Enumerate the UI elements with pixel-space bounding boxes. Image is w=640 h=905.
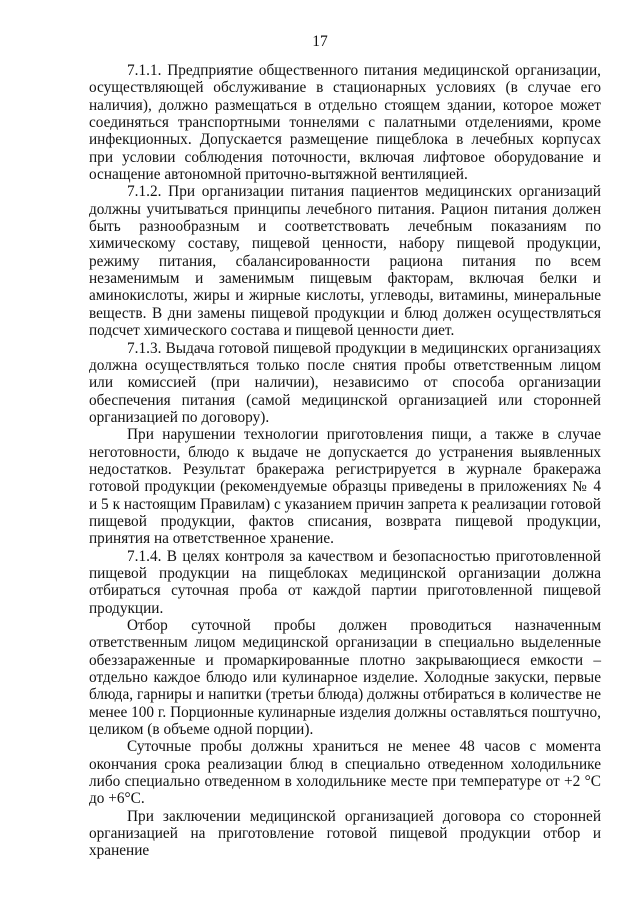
paragraph-7-1-3: 7.1.3. Выдача готовой пищевой продукции в медицинских организациях должна осуществляться только после снятия пробы ответственным лицом или комиссией (при наличии), независимо от способа организации обеспечения питания (самой медицинской организацией или сторонней организацией по договору).: [89, 339, 601, 426]
paragraph-7-1-4: 7.1.4. В целях контроля за качеством и безопасностью приготовленной пищевой продукции на пищеблоках медицинской организации должна отбираться суточная проба от каждой партии приготовленной пищевой продукции.: [89, 547, 601, 617]
page-number: 17: [312, 33, 328, 50]
paragraph-sample-selection: Отбор суточной пробы должен проводиться назначенным ответственным лицом медицинской организации в специально выделенные обеззараженные и промаркированные плотно закрывающиеся емкости – отдельно каждое блюдо или кулинарное изделие. Холодные закуски, первые блюда, гарниры и напитки (третьи блюда) должны отбираться в количестве не менее 100 г. Порционные кулинарные изделия должны оставляться поштучно, целиком (в объеме одной порции).: [89, 617, 601, 739]
paragraph-sample-storage: Суточные пробы должны храниться не менее 48 часов с момента окончания срока реализации блюд в специально отведенном холодильнике либо специально отведенном в холодильнике месте при температуре от +2 °С до +6°С.: [89, 738, 601, 808]
document-body: [89, 62, 601, 860]
paragraph-third-party-contract: При заключении медицинской организацией договора со сторонней организацией на приготовление готовой пищевой продукции отбор и хранение: [89, 807, 601, 860]
paragraph-7-1-2: 7.1.2. При организации питания пациентов медицинских организаций должны учитываться принципы лечебного питания. Рацион питания должен быть разнообразным и соответствовать лечебным показаниям по химическому составу, пищевой ценности, набору пищевой продукции, режиму питания, сбалансированности рациона питания по всем незаменимым и заменимым пищевым факторам, включая белки и аминокислоты, жиры и жирные кислоты, углеводы, витамины, минеральные веществ. В дни замены пищевой продукции и блюд должен осуществляться подсчет химического состава и пищевой ценности диет.: [89, 183, 601, 340]
paragraph-7-1-1: 7.1.1. Предприятие общественного питания медицинской организации, осуществляющей обслуживание в стационарных условиях (в случае его наличия), должно размещаться в отдельно стоящем здании, которое может соединяться транспортными тоннелями с палатными отделениями, кроме инфекционных. Допускается размещение пищеблока в лечебных корпусах при условии соблюдения поточности, включая лифтовое оборудование и оснащение автономной приточно-вытяжной вентиляцией.: [89, 62, 601, 184]
paragraph-defect-rejection: При нарушении технологии приготовления пищи, а также в случае неготовности, блюдо к выдаче не допускается до устранения выявленных недостатков. Результат бракеража регистрируется в журнале бракеража готовой продукции (рекомендуемые образцы приведены в приложениях № 4 и 5 к настоящим Правилам) с указанием причин запрета к реализации готовой пищевой продукции, фактов списания, возврата пищевой продукции, принятия на ответственное хранение.: [89, 426, 601, 548]
